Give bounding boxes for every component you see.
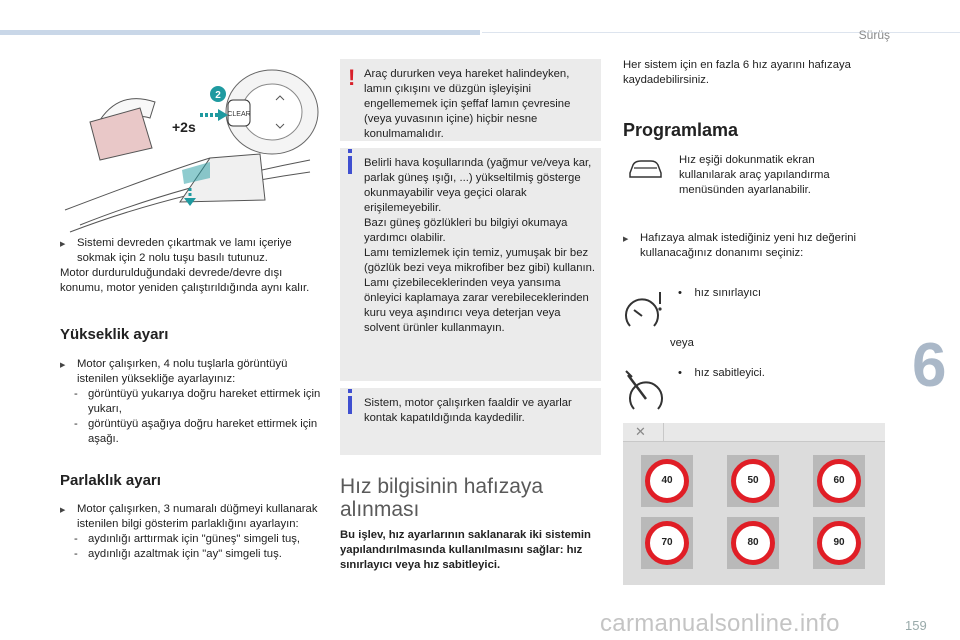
cruise-option: • hız sabitleyici.: [678, 367, 765, 379]
select-equipment: ▶ Hafızaya almak istediğiniz yeni hız değerini kullanacağınız donanımı seçiniz:: [623, 231, 885, 261]
speed-sign: 90: [817, 521, 861, 565]
info-text-saved: Sistem, motor çalışırken faaldir ve ayarlar kontak kapatıldığında kaydedilir.: [364, 397, 572, 424]
hold-label: +2s: [172, 119, 196, 135]
info-box-saved: [340, 388, 601, 455]
brightness-up: - aydınlığı arttırmak için "güneş" simgeli tuş,: [60, 532, 322, 547]
brightness-intro: ▶ Motor çalışırken, 3 numaralı düğmeyi kullanarak istenilen bilgi gösterim parlaklığını ayarlayın:: [60, 502, 322, 532]
info-icon: [348, 156, 352, 174]
left-column: [60, 236, 322, 296]
car-config-text: Hız eşiği dokunmatik ekran kullanılarak araç yapılandırma menüsünden ayarlanabilir.: [679, 154, 830, 196]
speed-sign: 50: [731, 459, 775, 503]
or-text: veya: [670, 337, 694, 349]
page-number: 159: [905, 618, 927, 633]
height-title-wrap: [60, 326, 168, 343]
section-title: Sürüş: [858, 28, 890, 42]
height-up: - görüntüyü yukarıya doğru hareket ettirmek için yukarı,: [60, 387, 322, 417]
brightness-down: - aydınlığı azaltmak için "ay" simgeli tuş.: [60, 547, 322, 562]
speed-memory-panel: [623, 423, 885, 585]
brightness-title: Parlaklık ayarı: [60, 472, 161, 489]
speed-slot[interactable]: [727, 517, 779, 569]
car-icon: [627, 157, 663, 181]
max-speeds-note: Her sistem için en fazla 6 hız ayarını hafızaya kaydadebilirsiniz.: [623, 59, 851, 86]
cruise-control-icon: [624, 369, 668, 415]
brightness-title-wrap: [60, 472, 161, 489]
header-bar: [0, 30, 480, 35]
state-note: Motor durdurulduğundaki devrede/devre dışı konumu, motor yeniden çalıştırıldığında aynı kalır.: [60, 267, 310, 294]
warning-box: [340, 59, 601, 141]
speed-sign: 70: [645, 521, 689, 565]
warning-icon: !: [348, 65, 356, 90]
speed-slot[interactable]: [727, 455, 779, 507]
limiter-option: • hız sınırlayıcı: [678, 287, 762, 299]
speed-sign: 40: [645, 459, 689, 503]
info-icon: [348, 396, 352, 414]
height-section: [60, 357, 322, 447]
warning-text: Araç dururken veya hareket halindeyken, lamın çıkışını ve düzgün işleyişini engellememek için şeffaf lamın çevresine (veya yuvasının içine) hiçbir nesne konulmamalıdır.: [364, 68, 571, 140]
speed-slot[interactable]: [813, 455, 865, 507]
glass-pane: [90, 108, 152, 160]
brightness-section: [60, 502, 322, 562]
deactivate-note: ▶ Sistemi devreden çıkartmak ve lamı içeriye sokmak için 2 nolu tuşu basılı tutunuz.: [60, 236, 322, 266]
svg-text:2: 2: [215, 90, 221, 101]
hud-illustration: [60, 60, 320, 235]
speed-slot[interactable]: [641, 455, 693, 507]
speed-sign: 60: [817, 459, 861, 503]
speed-slot[interactable]: [641, 517, 693, 569]
info-text-visibility: Belirli hava koşullarında (yağmur ve/veya kar, parlak güneş ışığı, ...) yükseltilmiş gösterge okunmayabilir veya geçici olarak erişilemeyebilir. Bazı güneş gözlükleri bu bilgiyi okumaya yardımcı olabilir. Lamı temizlemek için temiz, yumuşak bir bez (gözlük bezi veya mikrofiber bez gibi) kullanın. Lamı çizebileceklerinden veya yansıma önleyici kaplamaya zarar verebileceklerinden kuru veya aşındırıcı veya deterjan veya solvent ürünler kullanmayın.: [364, 157, 596, 334]
button-label: CLEAR: [227, 111, 251, 118]
close-icon[interactable]: ✕: [635, 424, 646, 439]
speed-sign: 80: [731, 521, 775, 565]
speed-memory-intro: Bu işlev, hız ayarlarının saklanarak iki sistemin yapılandırılmasında kullanılmasını sağlar: hız sınırlayıcı veya hız sabitleyici.: [340, 529, 591, 571]
chapter-number: 6: [912, 331, 947, 400]
watermark: carmanualsonline.info: [600, 610, 840, 637]
speed-memory-title: Hız bilgisinin hafızaya alınması: [340, 475, 544, 521]
speed-slot[interactable]: [813, 517, 865, 569]
height-title: Yükseklik ayarı: [60, 326, 169, 343]
programming-title: Programlama: [623, 120, 739, 140]
height-intro: ▶ Motor çalışırken, 4 nolu tuşlarla görüntüyü istenilen yüksekliğe ayarlayınız:: [60, 357, 322, 387]
speed-limiter-icon: [624, 288, 668, 334]
info-box-visibility: [340, 148, 601, 381]
height-down: - görüntüyü aşağıya doğru hareket ettirmek için aşağı.: [60, 417, 322, 447]
